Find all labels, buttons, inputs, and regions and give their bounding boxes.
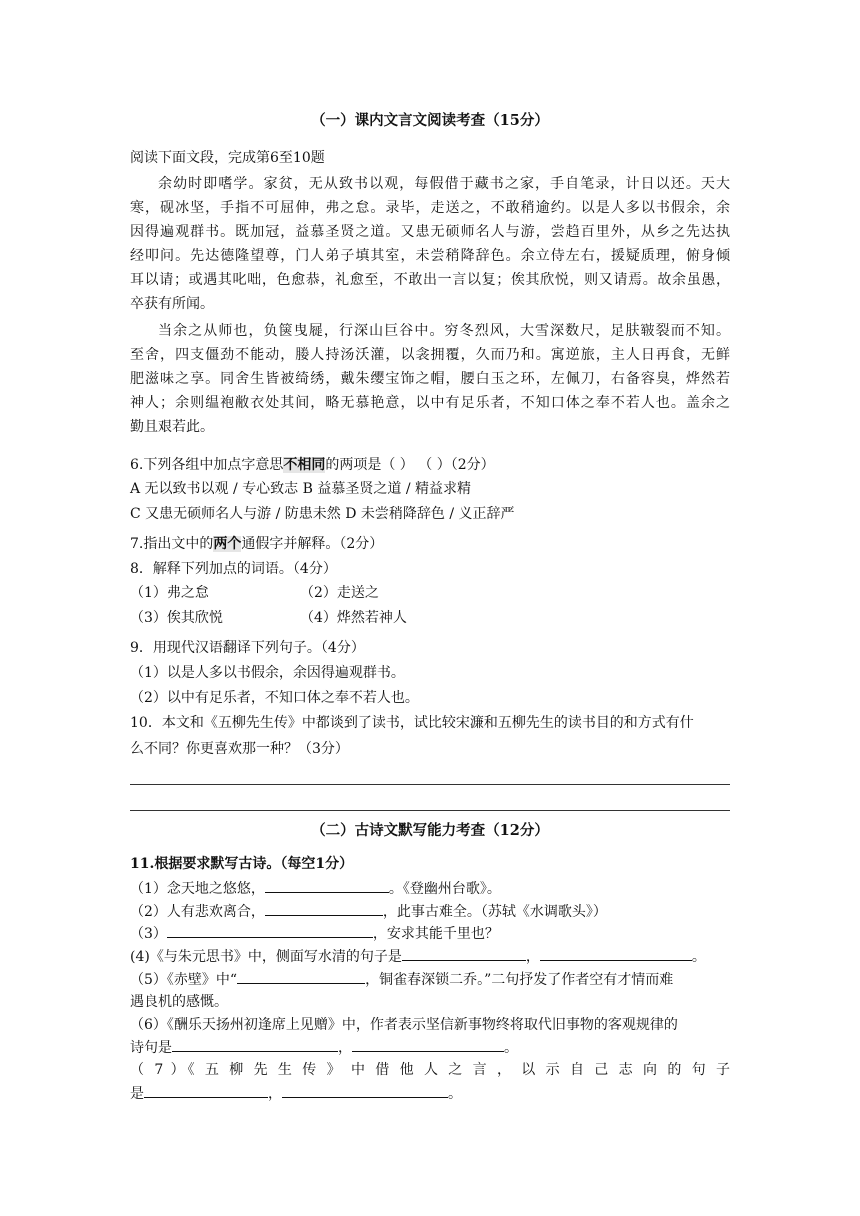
passage-line: 寒，砚冰坚，手指不可屈伸，弗之怠。录毕，走送之，不敢稍逾约。以是人多以书假余，余 — [130, 200, 730, 216]
recite-3-text: ，安求其能千里也？ — [372, 926, 499, 942]
recite-1-text: （1）念天地之悠悠， — [130, 881, 265, 897]
question-6-suffix: 的两项是（ ） （ ）（2分） — [325, 457, 495, 473]
recite-item-6-cont — [130, 1036, 518, 1059]
question-6 — [130, 454, 495, 476]
recite-3-num: （3） — [130, 926, 167, 942]
answer-blank[interactable] — [265, 900, 383, 916]
recite-item-1 — [130, 877, 501, 900]
recite-item-2 — [130, 900, 607, 923]
question-7-emphasis: 两个 — [213, 536, 242, 552]
recite-item-4 — [130, 945, 706, 968]
answer-blank[interactable] — [144, 1082, 268, 1098]
question-10-line-2: 么不同？你更喜欢那一种？（3分） — [130, 741, 349, 757]
question-6-emphasis: 不相同 — [283, 457, 326, 473]
question-7-suffix: 通假字并解释。（2分） — [241, 536, 384, 552]
passage-line: 当余之从师也，负箧曳屣，行深山巨谷中。穷冬烈风，大雪深数尺，足肤皲裂而不知。 — [158, 323, 730, 339]
passage-line: 至舍，四支僵劲不能动，媵人持汤沃灌，以衾拥覆，久而乃和。寓逆旅，主人日再食，无鲜 — [130, 347, 730, 363]
answer-blank[interactable] — [167, 922, 373, 938]
question-10-line-1: 10．本文和《五柳先生传》中都谈到了读书，试比较宋濂和五柳先生的读书目的和方式有什 — [130, 715, 694, 731]
passage-line: 卒获有所闻。 — [130, 296, 214, 312]
question-11-title: 11.根据要求默写古诗。（每空1分） — [130, 856, 354, 872]
recite-item-7-cont — [130, 1082, 462, 1105]
answer-blank[interactable] — [265, 877, 389, 893]
answer-line — [130, 784, 730, 785]
question-9-title: 9．用现代汉语翻译下列句子。（4分） — [130, 640, 365, 656]
question-8-item-1: （1）弗之怠 — [130, 585, 209, 601]
question-6-prefix: 6.下列各组中加点字意思 — [130, 457, 284, 473]
recite-2-source: ，此事古难全。（苏轼《水调歌头》） — [382, 904, 607, 920]
section2-heading: （二）古诗文默写能力考查（12分） — [311, 822, 549, 839]
section1-heading: （一）课内文言文阅读考查（15分） — [311, 112, 549, 129]
passage-line: 余幼时即嗜学。家贫，无从致书以观，每假借于藏书之家，手自笔录，计日以还。天大 — [158, 176, 730, 192]
answer-blank[interactable] — [282, 1082, 448, 1098]
question-8-item-2: （2）走送之 — [300, 585, 379, 601]
answer-line — [130, 810, 730, 811]
passage-line: 耳以请；或遇其叱咄，色愈恭，礼愈至，不敢出一言以复；俟其欣悦，则又请焉。故余虽愚， — [130, 272, 730, 288]
recite-6-comma: ， — [338, 1040, 352, 1056]
recite-item-5 — [130, 968, 673, 991]
recite-6-text: 诗句是 — [130, 1040, 172, 1056]
recite-6-period: 。 — [504, 1040, 518, 1056]
question-7 — [130, 533, 383, 555]
answer-blank[interactable] — [237, 968, 365, 984]
question-9-sentence-2: （2）以中有足乐者，不知口体之奉不若人也。 — [130, 690, 419, 706]
answer-blank[interactable] — [402, 945, 526, 961]
recite-4-comma: ， — [525, 949, 540, 965]
recite-item-5-cont: 遇良机的感慨。 — [130, 994, 228, 1010]
question-8-title: 8．解释下列加点的词语。（4分） — [130, 561, 337, 577]
question-6-options-ab: A 无以致书以观 / 专心致志 B 益慕圣贤之道 / 精益求精 — [130, 481, 471, 497]
recite-4-text: (4)《与朱元思书》中，侧面写水清的句子是 — [130, 949, 402, 965]
passage-line: 因得遍观群书。既加冠，益慕圣贤之道。又患无硕师名人与游，尝趋百里外，从乡之先达执 — [130, 224, 730, 240]
answer-blank[interactable] — [352, 1036, 504, 1052]
recite-1-source: 。《登幽州台歌》。 — [388, 881, 501, 897]
passage-line: 神人；余则缊袍敝衣处其间，略无慕艳意，以中有足乐者，不知口体之奉不若人也。盖余之 — [130, 395, 730, 411]
passage-line: 勤且艰若此。 — [130, 419, 214, 435]
question-6-options-cd: C 又患无硕师名人与游 / 防患未然 D 未尝稍降辞色 / 义正辞严 — [130, 506, 515, 522]
recite-7-comma: ， — [268, 1086, 282, 1102]
answer-blank[interactable] — [540, 945, 692, 961]
recite-7-text: 是 — [130, 1086, 144, 1102]
recite-7-period: 。 — [448, 1086, 462, 1102]
recite-5-text: （5）《赤壁》中“ — [130, 972, 238, 988]
question-8-item-4: （4）烨然若神人 — [300, 610, 407, 626]
recite-item-3 — [130, 922, 499, 945]
passage-line: 经叩问。先达德隆望尊，门人弟子填其室，未尝稍降辞色。余立侍左右，援疑质理，俯身倾 — [130, 248, 730, 264]
recite-4-period: 。 — [691, 949, 706, 965]
recite-item-6: （6）《酬乐天扬州初逢席上见赠》中，作者表示坚信新事物终将取代旧事物的客观规律的 — [130, 1017, 678, 1033]
question-7-prefix: 7.指出文中的 — [130, 536, 214, 552]
passage-line: 肥滋味之享。同舍生皆被绮绣，戴朱缨宝饰之帽，腰白玉之环，左佩刀，右备容臭，烨然若 — [130, 371, 730, 387]
recite-item-7: （ 7 ）《 五 柳 先 生 传 》 中 借 他 人 之 言 ， 以 示 自 己 志 向 的 句 子 — [130, 1062, 730, 1078]
question-8-item-3: （3）俟其欣悦 — [130, 610, 223, 626]
recite-5-text-2: ，铜雀春深锁二乔。”二句抒发了作者空有才情而难 — [365, 972, 674, 988]
answer-blank[interactable] — [172, 1036, 338, 1052]
question-9-sentence-1: （1）以是人多以书假余，余因得遍观群书。 — [130, 665, 405, 681]
recite-2-text: （2）人有悲欢离合， — [130, 904, 265, 920]
section1-intro: 阅读下面文段，完成第6至10题 — [130, 150, 325, 166]
